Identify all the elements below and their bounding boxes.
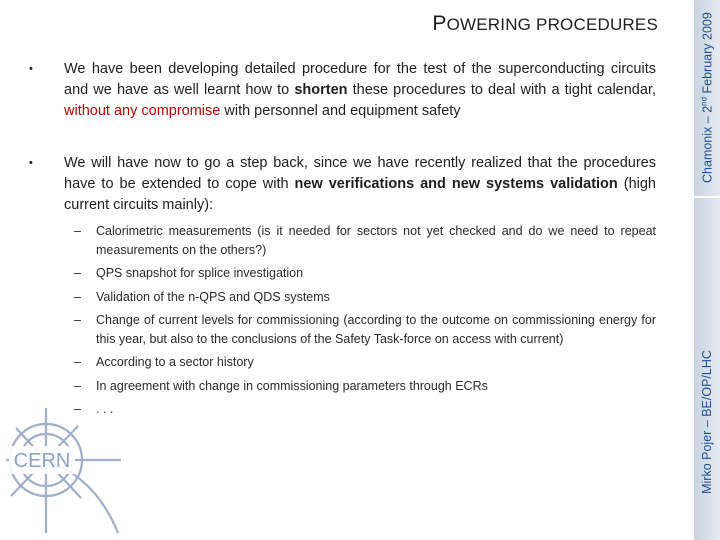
dash-marker: –: [74, 355, 81, 369]
list-item: – In agreement with change in commissioning parameters through ECRs: [74, 377, 656, 396]
bullet-item-procedures: • We have been developing detailed procedure for the test of the superconducting circuits and we have as well learnt how to shorten these procedures to deal with a tight calendar, without any compromise with personnel and equipment safety: [29, 61, 656, 119]
cern-logo: [6, 408, 121, 533]
bullet-marker: •: [29, 157, 33, 169]
event-date-label: Chamonix – 2nd February 2009: [699, 12, 715, 183]
sub-item-list: [74, 222, 656, 424]
list-item: – According to a sector history: [74, 353, 656, 372]
bullet-item-step-back: • We will have now to go a step back, since we have recently realized that the procedures have to be extended to cope with new verifications and new systems validation (high current circuits mainly):: [29, 155, 656, 213]
bullet-marker: •: [29, 63, 33, 75]
list-item: – QPS snapshot for splice investigation: [74, 264, 656, 283]
author-label: Mirko Pojer – BE/OP/LHC: [700, 350, 714, 494]
list-item: – Validation of the n-QPS and QDS systems: [74, 288, 656, 307]
emphasis-shorten: shorten: [294, 82, 348, 98]
dash-marker: –: [74, 402, 81, 416]
emphasis-new-verifications: new verifications and new systems validation: [294, 176, 618, 192]
list-item: – . . .: [74, 400, 656, 419]
list-item: – Change of current levels for commissioning (according to the outcome on commissioning energy for this year, but also to the conclusions of the Safety Task-force on access with current): [74, 313, 656, 346]
dash-marker: –: [74, 224, 81, 238]
logo-text: CERN: [13, 450, 71, 472]
dash-marker: –: [74, 313, 81, 327]
side-banner: [694, 0, 720, 540]
dash-marker: –: [74, 378, 81, 393]
slide-title: POWERING PROCEDURES: [432, 12, 658, 35]
dash-marker: –: [74, 266, 81, 280]
sidebar-divider: [694, 196, 720, 198]
list-item: – Calorimetric measurements (is it needed for sectors not yet checked and do we need to repeat measurements on the others?): [74, 224, 656, 257]
dash-marker: –: [74, 289, 81, 304]
emphasis-no-compromise: without any compromise: [64, 103, 221, 119]
